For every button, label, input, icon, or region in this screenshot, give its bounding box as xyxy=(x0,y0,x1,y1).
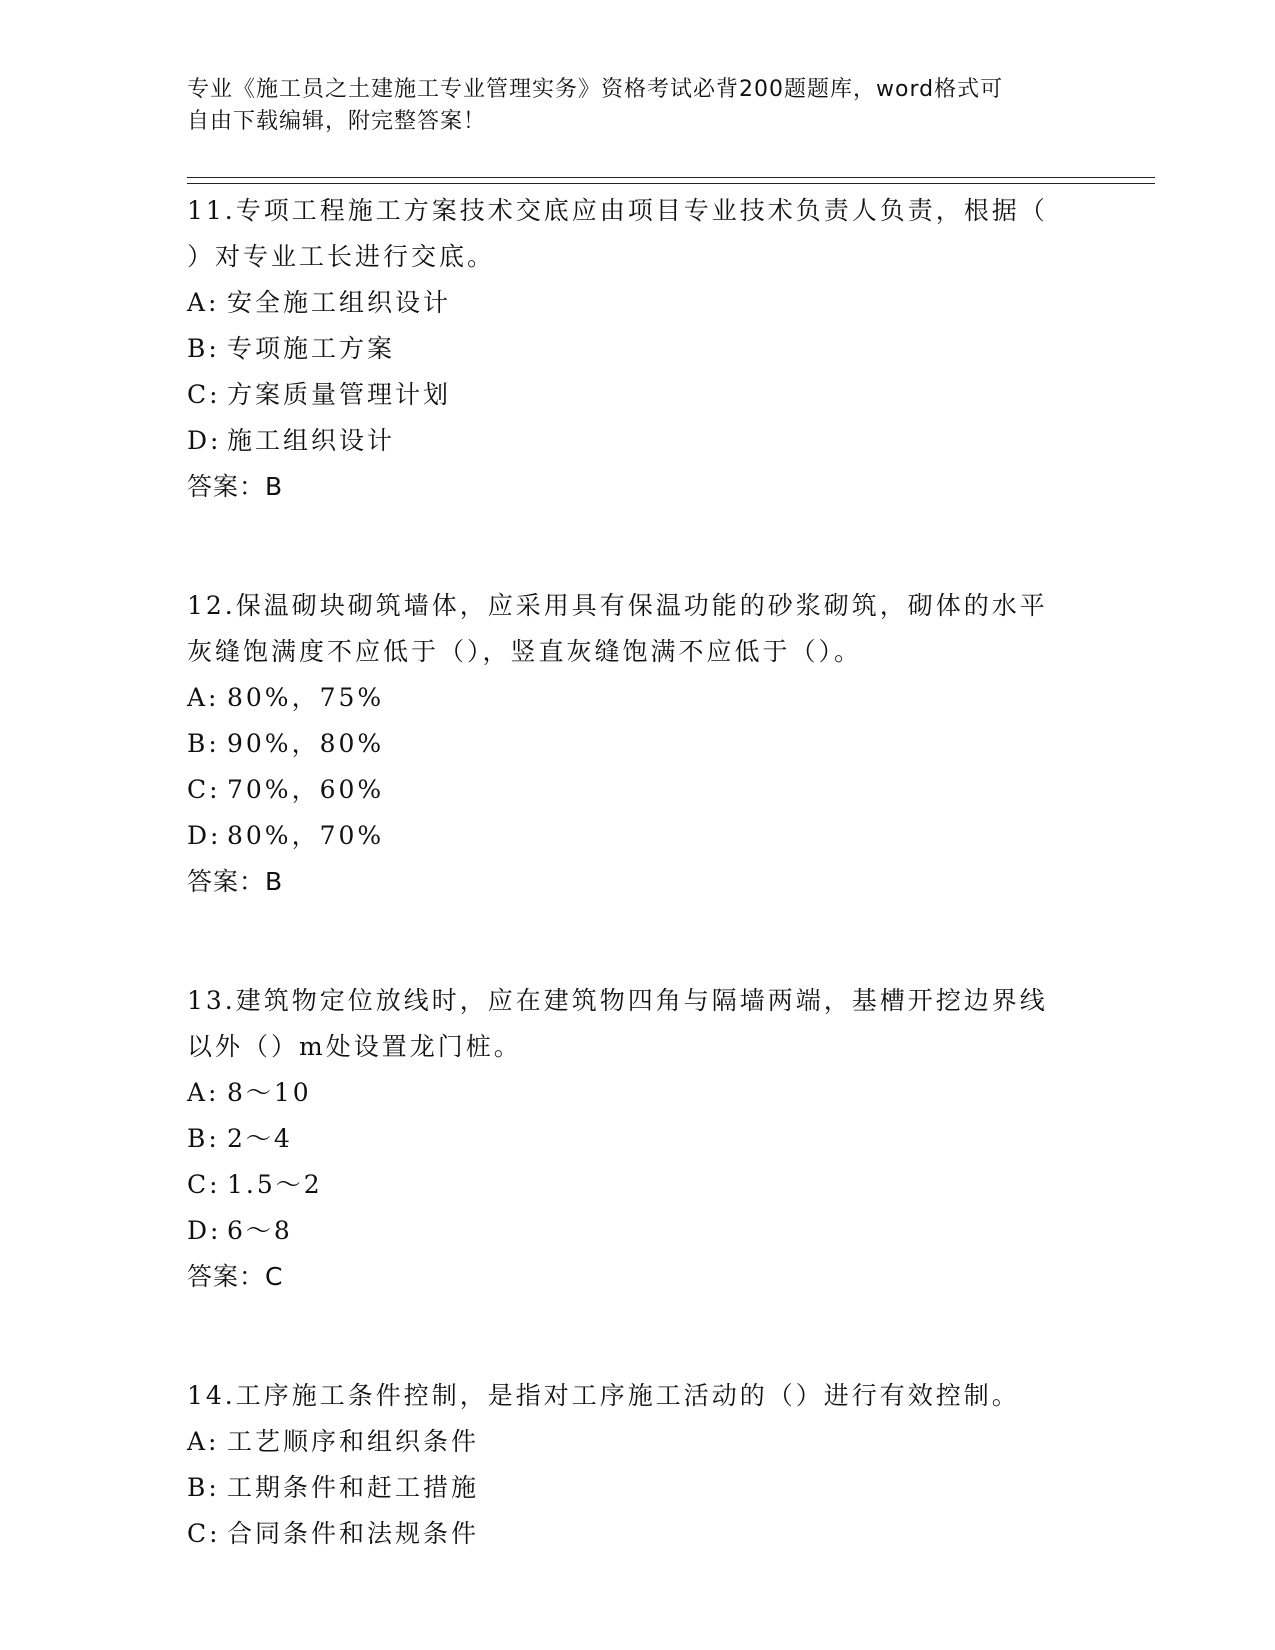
option-letter: A: xyxy=(187,1078,220,1107)
option-text: 70%，60% xyxy=(227,775,385,804)
option-text: 合同条件和法规条件 xyxy=(227,1519,480,1548)
option-a xyxy=(187,1419,1087,1465)
answer-line: 答案：B xyxy=(187,867,284,896)
option-b xyxy=(187,326,1087,372)
option-text: 1.5～2 xyxy=(227,1170,323,1199)
document-header xyxy=(187,74,1067,138)
option-text: 工艺顺序和组织条件 xyxy=(227,1427,480,1456)
option-letter: B: xyxy=(187,1473,220,1502)
option-letter: D: xyxy=(187,426,222,455)
option-c xyxy=(187,372,1087,418)
option-text: 6～8 xyxy=(227,1216,293,1245)
header-divider-top xyxy=(187,177,1155,178)
option-letter: C: xyxy=(187,1170,221,1199)
option-text: 专项施工方案 xyxy=(227,334,396,363)
answer-line: 答案：C xyxy=(187,1262,284,1291)
question-stem-line: 灰缝饱满度不应低于（），竖直灰缝饱满不应低于（）。 xyxy=(187,637,863,666)
option-text: 施工组织设计 xyxy=(227,426,396,455)
question-stem xyxy=(187,583,1087,675)
question-stem xyxy=(187,978,1087,1070)
header-title-line-2: 自由下载编辑，附完整答案！ xyxy=(187,109,487,134)
question-spacer xyxy=(187,1300,1087,1373)
option-a xyxy=(187,1070,1087,1116)
option-letter: C: xyxy=(187,775,221,804)
question-stem xyxy=(187,1373,1087,1419)
question-spacer xyxy=(187,905,1087,978)
question-spacer xyxy=(187,510,1087,583)
option-text: 方案质量管理计划 xyxy=(227,380,452,409)
option-text: 80%，75% xyxy=(227,683,385,712)
question-list xyxy=(187,188,1087,1557)
option-text: 80%，70% xyxy=(227,821,385,850)
option-d xyxy=(187,813,1087,859)
option-text: 安全施工组织设计 xyxy=(227,288,452,317)
option-letter: C: xyxy=(187,380,221,409)
option-a xyxy=(187,675,1087,721)
header-divider-bottom xyxy=(187,183,1155,184)
option-c xyxy=(187,1162,1087,1208)
option-letter: D: xyxy=(187,821,222,850)
question-14 xyxy=(187,1373,1087,1557)
question-stem-line: 11.专项工程施工方案技术交底应由项目专业技术负责人负责，根据（ xyxy=(187,196,1048,225)
option-d xyxy=(187,1208,1087,1254)
option-letter: A: xyxy=(187,683,220,712)
option-letter: B: xyxy=(187,1124,220,1153)
option-letter: B: xyxy=(187,729,220,758)
question-stem-line: 14.工序施工条件控制，是指对工序施工活动的（）进行有效控制。 xyxy=(187,1381,1020,1410)
question-11 xyxy=(187,188,1087,510)
question-stem-line: 以外（）m处设置龙门桩。 xyxy=(187,1032,522,1061)
header-title-line-1: 专业《施工员之土建施工专业管理实务》资格考试必背200题题库，word格式可 xyxy=(187,77,1004,102)
option-letter: D: xyxy=(187,1216,222,1245)
option-letter: A: xyxy=(187,1427,220,1456)
question-12 xyxy=(187,583,1087,905)
option-c xyxy=(187,767,1087,813)
question-stem-line: 12.保温砌块砌筑墙体，应采用具有保温功能的砂浆砌筑，砌体的水平 xyxy=(187,591,1048,620)
question-13 xyxy=(187,978,1087,1300)
answer-line: 答案：B xyxy=(187,472,284,501)
option-d xyxy=(187,418,1087,464)
option-letter: C: xyxy=(187,1519,221,1548)
option-b xyxy=(187,721,1087,767)
option-text: 90%，80% xyxy=(227,729,385,758)
option-letter: A: xyxy=(187,288,220,317)
option-letter: B: xyxy=(187,334,220,363)
option-c xyxy=(187,1511,1087,1557)
option-a xyxy=(187,280,1087,326)
option-b xyxy=(187,1116,1087,1162)
option-b xyxy=(187,1465,1087,1511)
option-text: 工期条件和赶工措施 xyxy=(227,1473,480,1502)
option-text: 2～4 xyxy=(227,1124,293,1153)
question-stem xyxy=(187,188,1087,280)
option-text: 8～10 xyxy=(227,1078,312,1107)
question-stem-line: 13.建筑物定位放线时，应在建筑物四角与隔墙两端，基槽开挖边界线 xyxy=(187,986,1048,1015)
question-stem-line: ）对专业工长进行交底。 xyxy=(187,242,496,271)
